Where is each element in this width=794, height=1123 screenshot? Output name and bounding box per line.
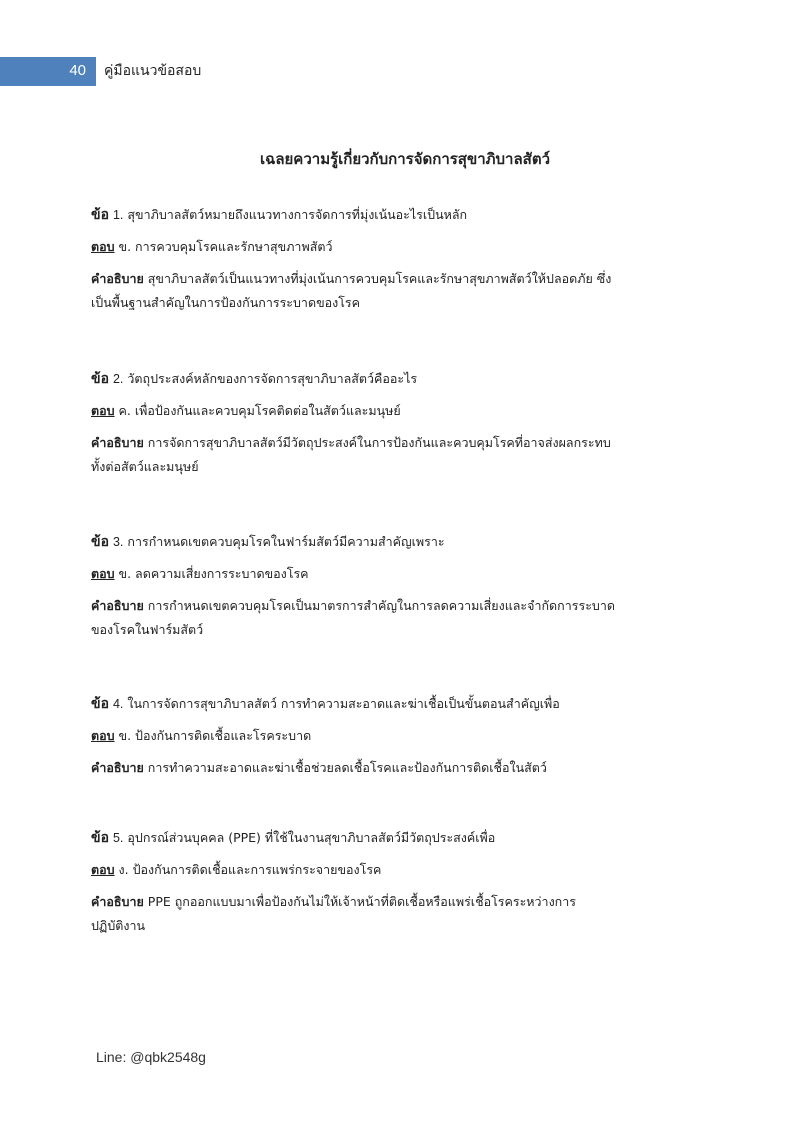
page-number-bar: [0, 57, 96, 86]
explanation-continuation: ทั้งต่อสัตว์และมนุษย์: [91, 459, 199, 474]
answer-label: ตอบ: [91, 239, 115, 254]
explanation-line: [91, 756, 666, 780]
explanation-label: คำอธิบาย: [91, 760, 144, 775]
answer-line: [91, 399, 666, 423]
explanation-label: คำอธิบาย: [91, 435, 144, 450]
answer-line: [91, 235, 666, 259]
answer-text: ค. เพื่อป้องกันและควบคุมโรคติดต่อในสัตว์และมนุษย์: [118, 403, 401, 418]
answer-text: ข. ลดความเสี่ยงการระบาดของโรค: [118, 566, 309, 581]
explanation-continuation: ปฏิบัติงาน: [91, 918, 146, 933]
explanation-continuation: เป็นพื้นฐานสำคัญในการป้องกันการระบาดของโรค: [91, 295, 361, 310]
question-text: การกำหนดเขตควบคุมโรคในฟาร์มสัตว์มีความสำคัญเพราะ: [127, 534, 445, 549]
question-line: [91, 692, 666, 716]
explanation-line: [91, 594, 666, 618]
answer-text: ข. ป้องกันการติดเชื้อและโรคระบาด: [118, 728, 312, 743]
question-label: ข้อ: [91, 534, 109, 550]
question-text: สุขาภิบาลสัตว์หมายถึงแนวทางการจัดการที่มุ่งเน้นอะไรเป็นหลัก: [127, 207, 468, 222]
question-number: 3.: [112, 535, 124, 549]
question-number: 1.: [112, 208, 124, 222]
explanation-label: คำอธิบาย: [91, 894, 144, 909]
explanation-label: คำอธิบาย: [91, 271, 144, 286]
explanation-text: PPE ถูกออกแบบมาเพื่อป้องกันไม่ให้เจ้าหน้าที่ติดเชื้อหรือแพร่เชื้อโรคระหว่างการ: [147, 894, 576, 909]
answer-text: ข. การควบคุมโรคและรักษาสุขภาพสัตว์: [118, 239, 333, 254]
qa-item-3: [91, 530, 666, 642]
explanation-line: [91, 890, 666, 914]
qa-item-5: [91, 826, 666, 938]
explanation-text: การทำความสะอาดและฆ่าเชื้อช่วยลดเชื้อโรคและป้องกันการติดเชื้อในสัตว์: [147, 760, 547, 775]
explanation-label: คำอธิบาย: [91, 598, 144, 613]
answer-line: [91, 724, 666, 748]
question-label: ข้อ: [91, 696, 109, 712]
question-line: [91, 203, 666, 227]
document-title: เฉลยความรู้เกี่ยวกับการจัดการสุขาภิบาลสัตว์: [259, 150, 550, 168]
question-line: [91, 367, 666, 391]
explanation-text: สุขาภิบาลสัตว์เป็นแนวทางที่มุ่งเน้นการควบคุมโรคและรักษาสุขภาพสัตว์ให้ปลอดภัย ซึ่ง: [147, 271, 612, 286]
question-label: ข้อ: [91, 830, 109, 846]
explanation-continuation: ของโรคในฟาร์มสัตว์: [91, 622, 204, 637]
question-label: ข้อ: [91, 207, 109, 223]
answer-label: ตอบ: [91, 862, 115, 877]
explanation-line: [91, 267, 666, 291]
explanation-line: [91, 431, 666, 455]
question-number: 2.: [112, 372, 124, 386]
question-label: ข้อ: [91, 371, 109, 387]
footer-contact: Line: @qbk2548g: [96, 1049, 206, 1065]
question-text: ในการจัดการสุขาภิบาลสัตว์ การทำความสะอาดและฆ่าเชื้อเป็นขั้นตอนสำคัญเพื่อ: [127, 696, 560, 711]
explanation-text: การจัดการสุขาภิบาลสัตว์มีวัตถุประสงค์ในการป้องกันและควบคุมโรคที่อาจส่งผลกระทบ: [147, 435, 611, 450]
answer-label: ตอบ: [91, 728, 115, 743]
answer-text: ง. ป้องกันการติดเชื้อและการแพร่กระจายของโรค: [118, 862, 382, 877]
answer-label: ตอบ: [91, 566, 115, 581]
page-number: 40: [69, 62, 86, 79]
question-number: 5.: [112, 831, 124, 845]
qa-item-4: [91, 692, 666, 780]
explanation-text: การกำหนดเขตควบคุมโรคเป็นมาตรการสำคัญในการลดความเสี่ยงและจำกัดการระบาด: [147, 598, 615, 613]
question-line: [91, 826, 666, 850]
question-text: อุปกรณ์ส่วนบุคคล (PPE) ที่ใช้ในงานสุขาภิบาลสัตว์มีวัตถุประสงค์เพื่อ: [127, 830, 496, 845]
question-number: 4.: [112, 697, 124, 711]
answer-label: ตอบ: [91, 403, 115, 418]
question-text: วัตถุประสงค์หลักของการจัดการสุขาภิบาลสัตว์คืออะไร: [127, 371, 418, 386]
running-header-title: คู่มือแนวข้อสอบ: [104, 63, 202, 79]
qa-item-2: [91, 367, 666, 479]
question-line: [91, 530, 666, 554]
answer-line: [91, 562, 666, 586]
qa-item-1: [91, 203, 666, 315]
answer-line: [91, 858, 666, 882]
